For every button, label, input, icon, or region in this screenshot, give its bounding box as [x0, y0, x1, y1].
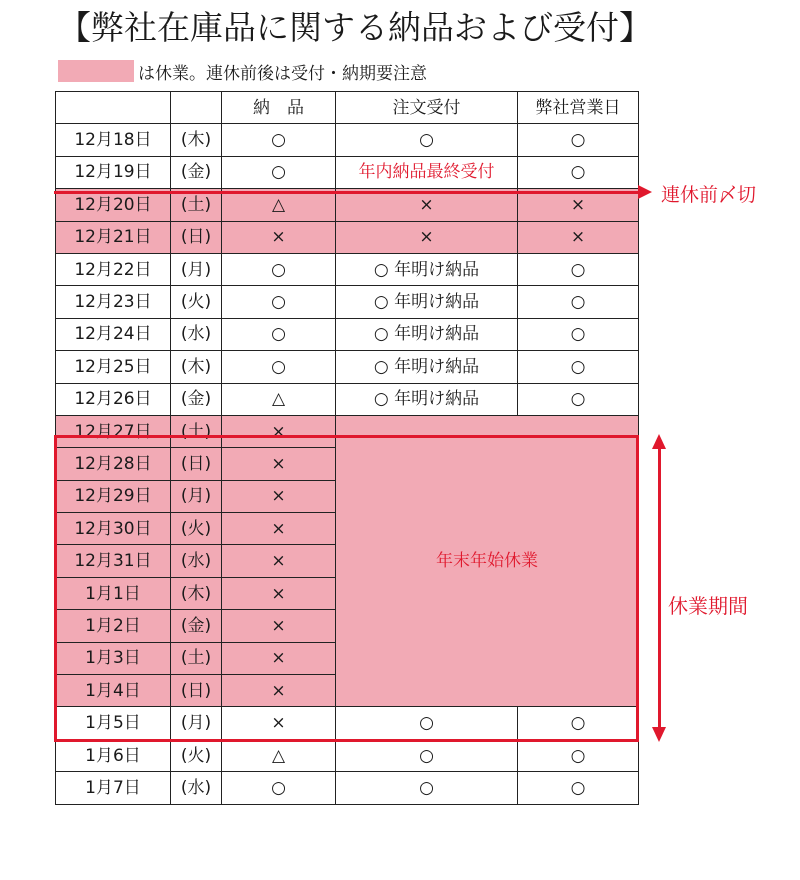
order-cell: ○: [336, 707, 518, 739]
weekday-cell: (月): [171, 480, 222, 512]
date-cell: 1月4日: [56, 675, 171, 707]
arrow-down-icon: [652, 727, 666, 742]
date-cell: 1月3日: [56, 642, 171, 674]
legend-swatch: [58, 60, 134, 82]
date-cell: 1月1日: [56, 577, 171, 609]
business-cell: ○: [518, 286, 639, 318]
table-row: [56, 383, 639, 415]
legend-text: は休業。連休前後は受付・納期要注意: [138, 63, 427, 84]
weekday-cell: (火): [171, 513, 222, 545]
header-delivery: 納 品: [222, 92, 336, 124]
delivery-cell: ×: [222, 545, 336, 577]
delivery-cell: ×: [222, 642, 336, 674]
business-cell: ○: [518, 253, 639, 285]
order-cell: ○: [336, 739, 518, 771]
delivery-cell: ○: [222, 124, 336, 156]
weekday-cell: (木): [171, 351, 222, 383]
delivery-cell: △: [222, 383, 336, 415]
delivery-cell: ×: [222, 610, 336, 642]
weekday-cell: (水): [171, 772, 222, 804]
table-row: [56, 253, 639, 285]
business-cell: ○: [518, 739, 639, 771]
date-cell: 12月23日: [56, 286, 171, 318]
weekday-cell: (日): [171, 448, 222, 480]
date-cell: 12月18日: [56, 124, 171, 156]
table-row: [56, 156, 639, 188]
order-cell: ○ 年明け納品: [336, 318, 518, 350]
header-cell: [171, 92, 222, 124]
weekday-cell: (土): [171, 642, 222, 674]
delivery-cell: ×: [222, 221, 336, 253]
delivery-cell: ×: [222, 415, 336, 447]
business-cell: ×: [518, 189, 639, 221]
business-cell: ○: [518, 772, 639, 804]
weekday-cell: (水): [171, 545, 222, 577]
business-cell: ○: [518, 351, 639, 383]
weekday-cell: (水): [171, 318, 222, 350]
table-row: [56, 124, 639, 156]
table-header-row: [56, 92, 639, 124]
delivery-cell: ○: [222, 253, 336, 285]
date-cell: 1月6日: [56, 739, 171, 771]
weekday-cell: (金): [171, 610, 222, 642]
date-cell: 12月19日: [56, 156, 171, 188]
delivery-cell: ○: [222, 286, 336, 318]
arrow-right-icon: [638, 185, 652, 199]
business-cell: ○: [518, 707, 639, 739]
weekday-cell: (金): [171, 156, 222, 188]
order-cell: ○ 年明け納品: [336, 383, 518, 415]
date-cell: 12月27日: [56, 415, 171, 447]
cutoff-label: 連休前〆切: [661, 184, 757, 206]
table-row-closed: [56, 221, 639, 253]
legend: [58, 60, 427, 82]
delivery-cell: ×: [222, 577, 336, 609]
schedule-table: [55, 91, 639, 805]
order-cell: ×: [336, 189, 518, 221]
date-cell: 1月2日: [56, 610, 171, 642]
business-cell: ○: [518, 318, 639, 350]
date-cell: 12月21日: [56, 221, 171, 253]
weekday-cell: (火): [171, 286, 222, 318]
order-cell: ○ 年明け納品: [336, 286, 518, 318]
delivery-cell: ○: [222, 772, 336, 804]
table-row: [56, 707, 639, 739]
delivery-cell: △: [222, 189, 336, 221]
weekday-cell: (土): [171, 189, 222, 221]
weekday-cell: (日): [171, 221, 222, 253]
page-title: 【弊社在庫品に関する納品および受付】: [58, 8, 652, 47]
delivery-cell: ×: [222, 480, 336, 512]
holiday-block-label: 年末年始休業: [336, 415, 639, 707]
delivery-cell: ○: [222, 351, 336, 383]
order-cell: ○: [336, 772, 518, 804]
weekday-cell: (月): [171, 707, 222, 739]
order-cell-final-deadline: 年内納品最終受付: [336, 156, 518, 188]
delivery-cell: ○: [222, 318, 336, 350]
header-cell: [56, 92, 171, 124]
business-cell: ×: [518, 221, 639, 253]
business-cell: ○: [518, 156, 639, 188]
weekday-cell: (金): [171, 383, 222, 415]
date-cell: 12月25日: [56, 351, 171, 383]
delivery-cell: △: [222, 739, 336, 771]
header-order: 注文受付: [336, 92, 518, 124]
delivery-cell: ×: [222, 448, 336, 480]
date-cell: 12月31日: [56, 545, 171, 577]
order-cell: ○: [336, 124, 518, 156]
order-cell: ○ 年明け納品: [336, 253, 518, 285]
order-cell: ×: [336, 221, 518, 253]
delivery-cell: ○: [222, 156, 336, 188]
table-row-closed: [56, 415, 639, 447]
delivery-cell: ×: [222, 513, 336, 545]
table-row: [56, 772, 639, 804]
date-cell: 12月26日: [56, 383, 171, 415]
weekday-cell: (木): [171, 124, 222, 156]
weekday-cell: (土): [171, 415, 222, 447]
order-cell: ○ 年明け納品: [336, 351, 518, 383]
delivery-cell: ×: [222, 707, 336, 739]
table-row: [56, 318, 639, 350]
holiday-period-line: [658, 448, 661, 730]
date-cell: 12月28日: [56, 448, 171, 480]
weekday-cell: (木): [171, 577, 222, 609]
date-cell: 12月20日: [56, 189, 171, 221]
cutoff-line: [54, 191, 640, 194]
header-business-day: 弊社営業日: [518, 92, 639, 124]
weekday-cell: (火): [171, 739, 222, 771]
business-cell: ○: [518, 124, 639, 156]
date-cell: 12月30日: [56, 513, 171, 545]
date-cell: 12月29日: [56, 480, 171, 512]
holiday-period-label: 休業期間: [668, 594, 748, 618]
delivery-cell: ×: [222, 675, 336, 707]
table-row: [56, 286, 639, 318]
arrow-up-icon: [652, 434, 666, 449]
table-row: [56, 739, 639, 771]
table-row: [56, 351, 639, 383]
weekday-cell: (月): [171, 253, 222, 285]
business-cell: ○: [518, 383, 639, 415]
date-cell: 12月24日: [56, 318, 171, 350]
date-cell: 12月22日: [56, 253, 171, 285]
date-cell: 1月7日: [56, 772, 171, 804]
date-cell: 1月5日: [56, 707, 171, 739]
weekday-cell: (日): [171, 675, 222, 707]
